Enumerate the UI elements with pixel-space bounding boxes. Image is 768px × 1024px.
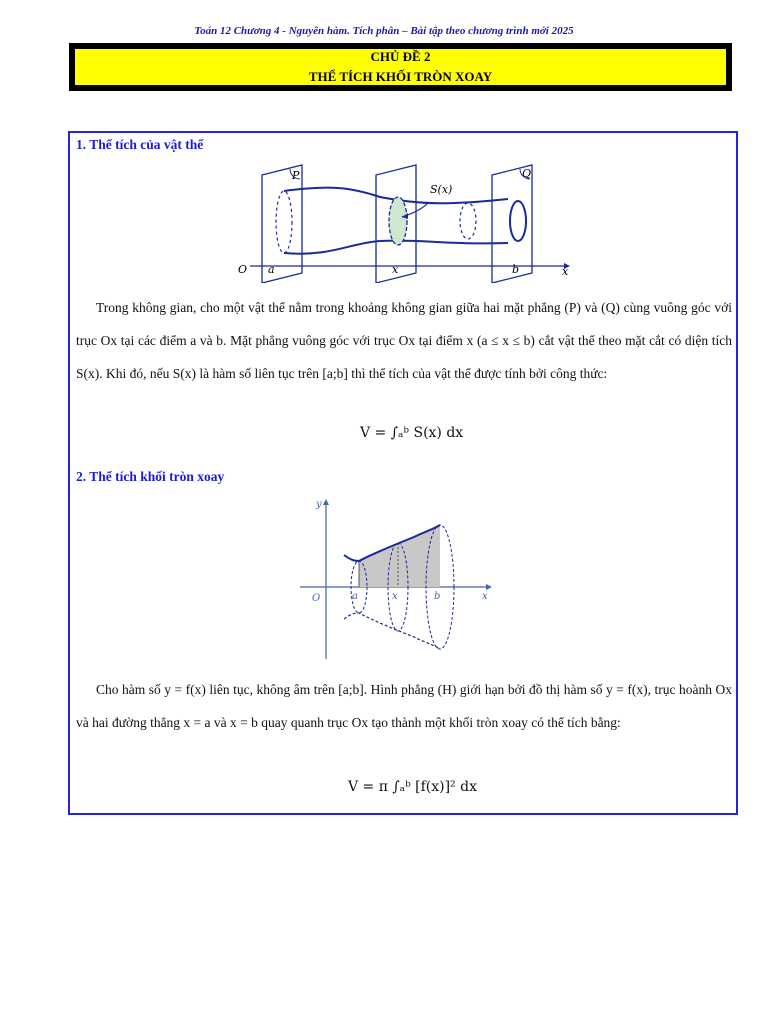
label-O2: O <box>312 593 321 604</box>
solid-figure <box>230 163 580 283</box>
label-a: a <box>268 263 275 276</box>
label-x2: x <box>392 591 398 602</box>
label-S: S(x) <box>430 183 453 196</box>
label-b2: b <box>434 591 441 602</box>
title-line1: CHỦ ĐỀ 2 <box>370 49 431 64</box>
title-line2: THỂ TÍCH KHỐI TRÒN XOAY <box>308 69 493 84</box>
section1-paragraph <box>76 291 732 390</box>
curve-label: y = f(x) <box>385 515 425 538</box>
label-O: O <box>238 263 248 276</box>
content-box <box>68 131 738 815</box>
label-b: b <box>512 263 520 276</box>
label-P: P <box>292 169 300 182</box>
section2-paragraph <box>76 673 732 739</box>
revolution-figure <box>294 495 494 663</box>
section1-heading: 1. Thể tích của vật thể <box>76 137 204 152</box>
label-axis: x <box>562 265 569 278</box>
section2-heading: 2. Thể tích khối tròn xoay <box>76 469 225 484</box>
section1-formula: V = ∫ₐᵇ S(x) dx <box>360 425 464 441</box>
title-box <box>69 43 732 91</box>
label-Q: Q <box>522 167 532 180</box>
section1-text: Trong không gian, cho một vật thể nằm trong khoảng không gian giữa hai mặt phẳng (P) và (Q) cùng vuông góc với trục Ox tại các điểm a và b. Mặt phẳng vuông góc với trục Ox tại điểm x (a ≤ x ≤ b) cắt vật thể theo mặt cắt có diện tích S(x). Khi đó, nếu S(x) là hàm số liên tục trên [a;b] thì thể tích của vật thể được tính bởi công thức: <box>76 300 732 381</box>
label-y: y <box>316 499 322 510</box>
page-header: Toán 12 Chương 4 - Nguyên hàm. Tích phân – Bài tập theo chương trình mới 2025 <box>194 25 574 37</box>
section2-text: Cho hàm số y = f(x) liên tục, không âm trên [a;b]. Hình phẳng (H) giới hạn bởi đồ thị hàm số y = f(x), trục hoành Ox và hai đường thẳng x = a và x = b quay quanh trục Ox tạo thành một khối tròn xoay có thể tích bằng: <box>76 682 732 730</box>
section2-formula: V = π ∫ₐᵇ [f(x)]² dx <box>348 779 477 795</box>
label-x: x <box>392 263 399 276</box>
label-a2: a <box>352 591 358 602</box>
label-axis2: x <box>482 591 488 602</box>
